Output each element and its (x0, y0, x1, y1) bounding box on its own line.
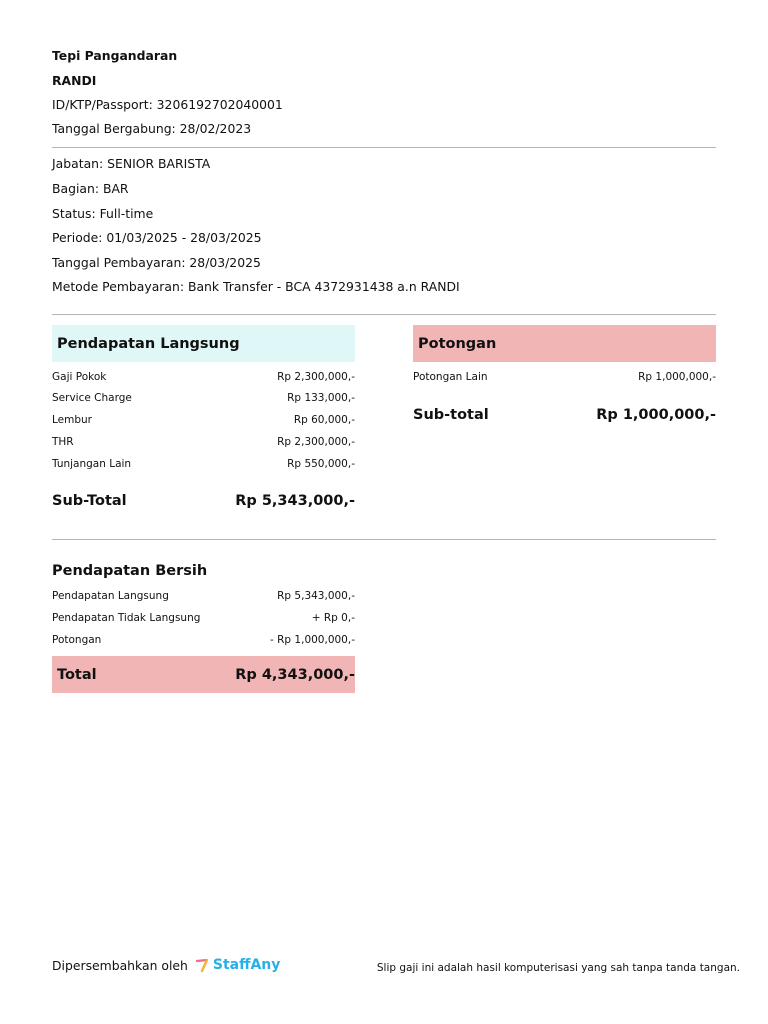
income-row (52, 457, 355, 471)
deduction-row-label: Potongan Lain (413, 371, 488, 383)
employment-status: Status: Full-time (52, 206, 154, 221)
income-row-label: Lembur (52, 414, 92, 426)
net-row-label: Pendapatan Tidak Langsung (52, 612, 201, 624)
income-section-header (52, 325, 355, 362)
deduction-row (413, 370, 716, 384)
company-name: Tepi Pangandaran (52, 48, 178, 63)
income-subtotal (52, 493, 355, 509)
income-row (52, 413, 355, 427)
income-row-label: THR (52, 436, 74, 448)
deductions-section-title: Potongan (418, 335, 497, 352)
net-row (52, 633, 355, 647)
department: Bagian: BAR (52, 181, 129, 196)
income-row-amount: Rp 2,300,000,- (277, 371, 355, 383)
deductions-subtotal-label: Sub-total (413, 407, 489, 423)
employee-id: ID/KTP/Passport: 3206192702040001 (52, 97, 283, 112)
income-row-amount: Rp 60,000,- (293, 414, 355, 426)
divider (52, 147, 716, 148)
payment-date: Tanggal Pembayaran: 28/03/2025 (52, 255, 261, 270)
net-income-title: Pendapatan Bersih (52, 563, 208, 579)
position: Jabatan: SENIOR BARISTA (52, 156, 211, 171)
employee-name: RANDI (52, 73, 97, 88)
net-row-amount: - Rp 1,000,000,- (270, 634, 355, 646)
income-section-title: Pendapatan Langsung (57, 335, 240, 352)
net-row-label: Pendapatan Langsung (52, 590, 169, 602)
deduction-row-amount: Rp 1,000,000,- (638, 371, 716, 383)
staffany-brand: StaffAny (212, 957, 281, 973)
pay-period: Periode: 01/03/2025 - 28/03/2025 (52, 230, 262, 245)
total-amount: Rp 4,343,000,- (235, 666, 355, 683)
income-row (52, 370, 355, 384)
staffany-logo-icon (196, 958, 210, 972)
divider (52, 539, 716, 540)
deductions-subtotal-amount: Rp 1,000,000,- (596, 407, 716, 423)
net-row-amount: Rp 5,343,000,- (277, 590, 355, 602)
income-row-amount: Rp 133,000,- (287, 392, 355, 404)
income-subtotal-amount: Rp 5,343,000,- (235, 493, 355, 509)
deductions-subtotal (413, 407, 716, 423)
divider (52, 314, 716, 315)
net-row (52, 611, 355, 625)
net-row (52, 589, 355, 603)
total-label: Total (57, 666, 97, 683)
income-row (52, 391, 355, 405)
deductions-section-header (413, 325, 716, 362)
income-row-amount: Rp 550,000,- (287, 458, 355, 470)
footer-credit (52, 957, 280, 973)
payment-method: Metode Pembayaran: Bank Transfer - BCA 4372931438 a.n RANDI (52, 279, 460, 294)
join-date: Tanggal Bergabung: 28/02/2023 (52, 121, 252, 136)
disclaimer: Slip gaji ini adalah hasil komputerisasi yang sah tanpa tanda tangan. (376, 962, 740, 974)
net-row-amount: + Rp 0,- (311, 612, 355, 624)
presented-by-text: Dipersembahkan oleh (52, 957, 188, 973)
total-bar (52, 656, 355, 693)
income-row-amount: Rp 2,300,000,- (277, 436, 355, 448)
income-row-label: Service Charge (52, 392, 132, 404)
income-row (52, 435, 355, 449)
net-row-label: Potongan (52, 634, 102, 646)
income-row-label: Tunjangan Lain (52, 458, 132, 470)
staffany-logo (196, 957, 281, 973)
income-row-label: Gaji Pokok (52, 371, 107, 383)
income-subtotal-label: Sub-Total (52, 493, 127, 509)
